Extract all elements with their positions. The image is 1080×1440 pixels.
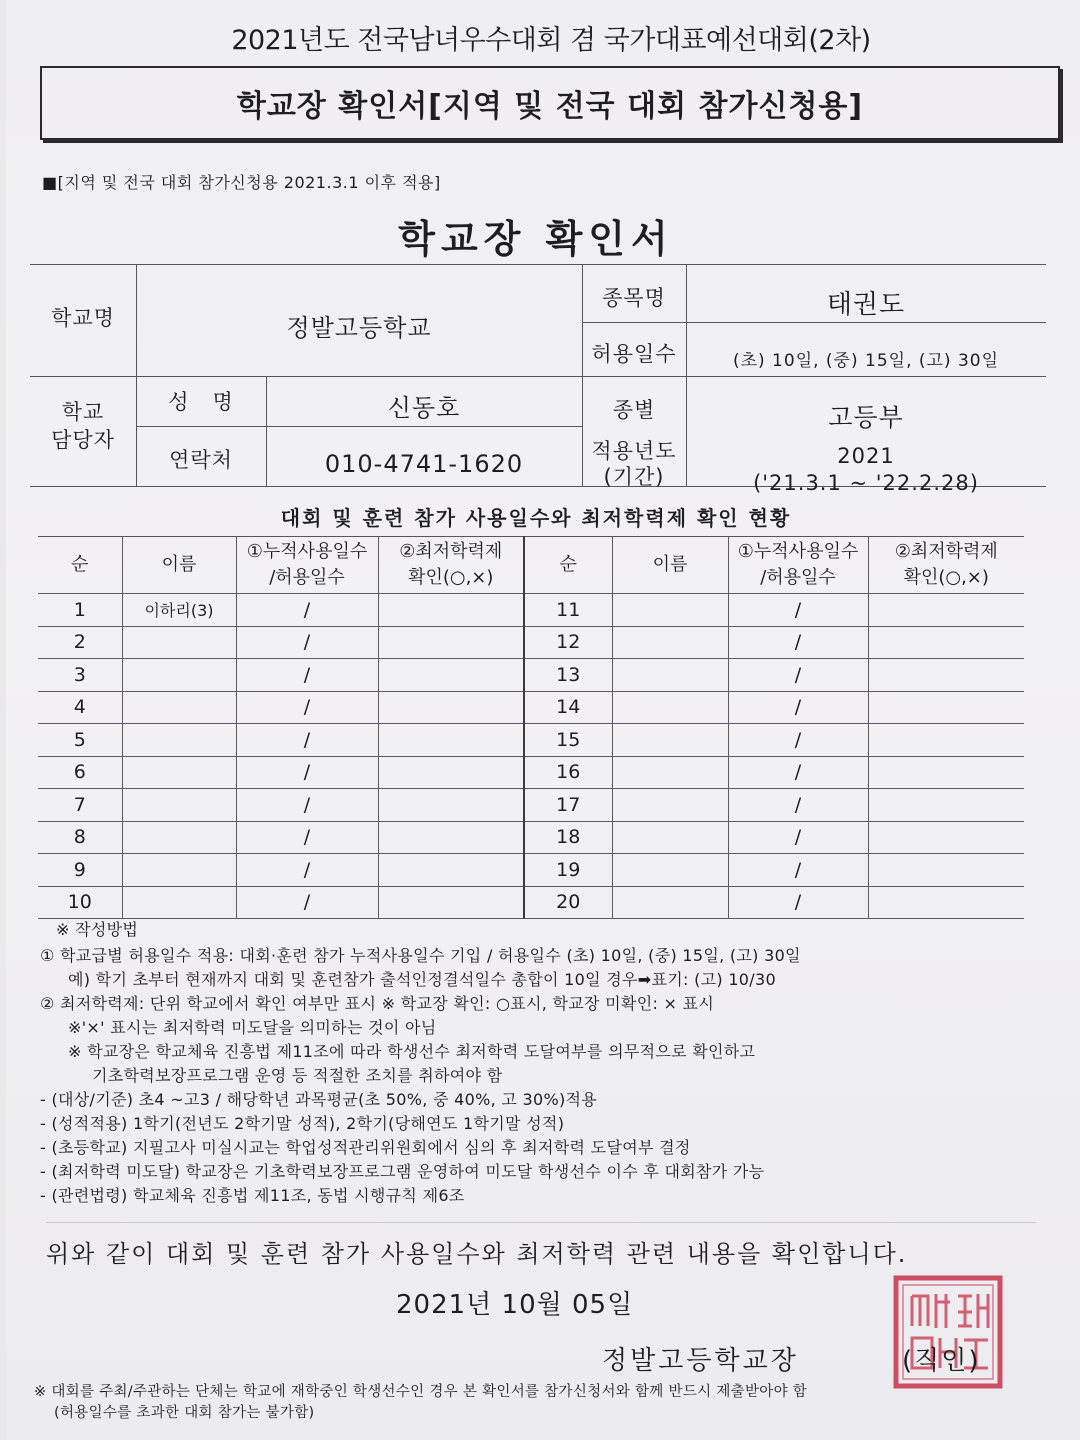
cell-no: 10	[38, 886, 122, 919]
document-page	[6, 0, 1080, 1440]
cell-days: /	[236, 821, 378, 854]
instruction-line: - (초등학교) 지필고사 미실시교는 학업성적관리위원회에서 심의 후 최저학력 도달여부 결정	[40, 1138, 691, 1157]
cell-no: 9	[38, 854, 122, 887]
cell-no: 4	[38, 691, 122, 724]
cell-days: /	[236, 886, 378, 919]
cell-days: /	[236, 854, 378, 887]
info-table	[30, 264, 1046, 500]
cell-days: /	[728, 594, 868, 627]
instruction-line: - (성적적용) 1학기(전년도 2학기말 성적), 2학기(당해연도 1학기말 성적)	[40, 1114, 565, 1133]
cell-no: 7	[38, 789, 122, 822]
cell-check	[868, 659, 1024, 692]
cell-check	[378, 789, 524, 822]
header-check: ②최저학력제 확인(○,×)	[378, 537, 524, 594]
cell-name	[122, 789, 236, 822]
participation-table	[38, 536, 1024, 919]
table-row	[38, 659, 1024, 692]
issue-date: 2021년 10월 05일	[396, 1290, 634, 1320]
manager-name-value: 신동호	[387, 394, 461, 422]
cell-days: /	[236, 691, 378, 724]
manager-name-label: 성 명	[168, 390, 234, 414]
instruction-line: - (대상/기준) 초4 ~고3 / 해당학년 과목평균(초 50%, 중 40%, 고 30%)적용	[40, 1090, 598, 1109]
header-no: 순	[38, 537, 122, 594]
manager-label: 학교 담당자	[51, 400, 115, 452]
cell-days: /	[236, 724, 378, 757]
cell-no: 18	[524, 821, 612, 854]
year-value: 2021	[837, 444, 895, 468]
cell-check	[378, 724, 524, 757]
divider	[46, 1222, 1036, 1223]
cell-name	[612, 789, 728, 822]
cell-check	[378, 821, 524, 854]
period-value: ('21.3.1 ~ '22.2.28)	[753, 471, 979, 495]
year-label: 적용년도 (기간)	[591, 439, 677, 489]
school-name-label: 학교명	[51, 306, 115, 330]
footer-line-1: ※ 대회를 주최/주관하는 단체는 학교에 재학중인 학생선수인 경우 본 확인서를 참가신청서와 함께 반드시 제출받아야 함	[34, 1384, 808, 1400]
confirmation-statement: 위와 같이 대회 및 훈련 참가 사용일수와 최저학력 관련 내용을 확인합니다.	[46, 1240, 908, 1268]
cell-name	[612, 821, 728, 854]
cell-check	[868, 594, 1024, 627]
sport-label: 종목명	[602, 286, 666, 310]
cell-no: 3	[38, 659, 122, 692]
table-row	[38, 854, 1024, 887]
table-row	[38, 626, 1024, 659]
header-name: 이름	[612, 537, 728, 594]
cell-days: /	[728, 756, 868, 789]
cell-name	[612, 594, 728, 627]
cell-name	[122, 724, 236, 757]
cell-name	[122, 756, 236, 789]
cell-no: 1	[38, 594, 122, 627]
cell-check	[378, 594, 524, 627]
cell-name	[612, 659, 728, 692]
instruction-line: - (최저학력 미도달) 학교장은 기초학력보장프로그램 운영하여 미도달 학생선수 이수 후 대회참가 가능	[40, 1162, 765, 1181]
cell-check	[868, 724, 1024, 757]
event-title: 2021년도 전국남녀우수대회 겸 국가대표예선대회(2차)	[231, 25, 871, 56]
header-days: ①누적사용일수 /허용일수	[236, 537, 378, 594]
applicability-notice: ■[지역 및 전국 대회 참가신청용 2021.3.1 이후 적용]	[42, 173, 441, 192]
cell-days: /	[728, 724, 868, 757]
cell-no: 13	[524, 659, 612, 692]
cell-check	[868, 821, 1024, 854]
cell-name: 이하리(3)	[122, 594, 236, 627]
cell-days: /	[236, 789, 378, 822]
principal-signature: 정발고등학교장	[602, 1346, 799, 1376]
cell-check	[378, 659, 524, 692]
division-label: 종별	[612, 398, 656, 422]
cell-days: /	[728, 659, 868, 692]
footer-note	[34, 1382, 807, 1424]
cell-days: /	[728, 821, 868, 854]
cell-check	[378, 886, 524, 919]
division-value: 고등부	[828, 403, 904, 432]
table-row	[38, 691, 1024, 724]
cell-days: /	[728, 789, 868, 822]
cell-name	[612, 886, 728, 919]
cell-check	[378, 691, 524, 724]
contact-value: 010-4741-1620	[324, 450, 524, 478]
cell-name	[612, 854, 728, 887]
instructions-heading: ※ 작성방법	[56, 920, 139, 939]
header-check: ②최저학력제 확인(○,×)	[868, 537, 1024, 594]
instruction-line: ① 학교급별 허용일수 적용: 대회·훈련 참가 누적사용일수 기입 / 허용일수 (초) 10일, (중) 15일, (고) 30일	[40, 946, 801, 965]
cell-check	[868, 789, 1024, 822]
instruction-line: 기초학력보장프로그램 운영 등 적절한 조치를 취하여야 함	[92, 1066, 503, 1085]
seal-label: (직인)	[902, 1346, 981, 1376]
cell-name	[612, 724, 728, 757]
cell-no: 14	[524, 691, 612, 724]
instruction-line: ② 최저학력제: 단위 학교에서 확인 여부만 표시 ※ 학교장 확인: ○표시, 학교장 미확인: × 표시	[40, 994, 715, 1013]
cell-name	[122, 659, 236, 692]
section-title: 대회 및 훈련 참가 사용일수와 최저학력제 확인 현황	[280, 506, 792, 530]
table-row	[38, 724, 1024, 757]
table-header-row	[38, 537, 1024, 594]
header-no: 순	[524, 537, 612, 594]
table-row	[38, 756, 1024, 789]
cell-no: 12	[524, 626, 612, 659]
cell-no: 5	[38, 724, 122, 757]
allowed-days-value: (초) 10일, (중) 15일, (고) 30일	[732, 351, 1000, 371]
cell-check	[868, 756, 1024, 789]
table-row	[38, 821, 1024, 854]
header-name: 이름	[122, 537, 236, 594]
cell-name	[612, 756, 728, 789]
instruction-line: ※ 학교장은 학교체육 진흥법 제11조에 따라 학생선수 최저학력 도달여부를 의무적으로 확인하고	[68, 1042, 756, 1061]
cell-name	[122, 854, 236, 887]
footer-line-2: (허용일수를 초과한 대회 참가는 불가함)	[54, 1405, 315, 1421]
cell-check	[378, 756, 524, 789]
cell-days: /	[236, 756, 378, 789]
header-days: ①누적사용일수 /허용일수	[728, 537, 868, 594]
cell-no: 6	[38, 756, 122, 789]
cell-days: /	[236, 626, 378, 659]
cell-name	[122, 691, 236, 724]
cell-no: 15	[524, 724, 612, 757]
table-row	[38, 886, 1024, 919]
form-title-box: 학교장 확인서[지역 및 전국 대회 참가신청용]	[40, 66, 1060, 140]
instruction-line: - (관련법령) 학교체육 진흥법 제11조, 동법 시행규칙 제6조	[40, 1186, 465, 1205]
instruction-line: 예) 학기 초부터 현재까지 대회 및 훈련참가 출석인정결석일수 총합이 10일 경우➡표기: (고) 10/30	[68, 970, 776, 989]
cell-name	[122, 626, 236, 659]
contact-label: 연락처	[169, 448, 233, 472]
cell-days: /	[728, 691, 868, 724]
cell-check	[378, 626, 524, 659]
cell-name	[122, 821, 236, 854]
cell-check	[868, 886, 1024, 919]
cell-no: 2	[38, 626, 122, 659]
cell-no: 8	[38, 821, 122, 854]
cell-no: 11	[524, 594, 612, 627]
cell-check	[378, 854, 524, 887]
cell-name	[612, 691, 728, 724]
table-row	[38, 594, 1024, 627]
cell-days: /	[728, 886, 868, 919]
cell-no: 19	[524, 854, 612, 887]
cell-days: /	[236, 659, 378, 692]
cell-days: /	[728, 854, 868, 887]
school-name-value: 정발고등학교	[286, 314, 432, 342]
cell-check	[868, 626, 1024, 659]
cell-no: 17	[524, 789, 612, 822]
cell-name	[122, 886, 236, 919]
cell-days: /	[728, 626, 868, 659]
sport-value: 태권도	[826, 290, 906, 320]
cell-name	[612, 626, 728, 659]
allowed-days-label: 허용일수	[591, 342, 677, 366]
page-title: 학교장 확인서	[398, 217, 674, 261]
cell-no: 20	[524, 886, 612, 919]
table-row	[38, 789, 1024, 822]
cell-check	[868, 854, 1024, 887]
instruction-line: ※'×' 표시는 최저학력 미도달을 의미하는 것이 아님	[68, 1018, 437, 1037]
cell-check	[868, 691, 1024, 724]
cell-no: 16	[524, 756, 612, 789]
cell-days: /	[236, 594, 378, 627]
